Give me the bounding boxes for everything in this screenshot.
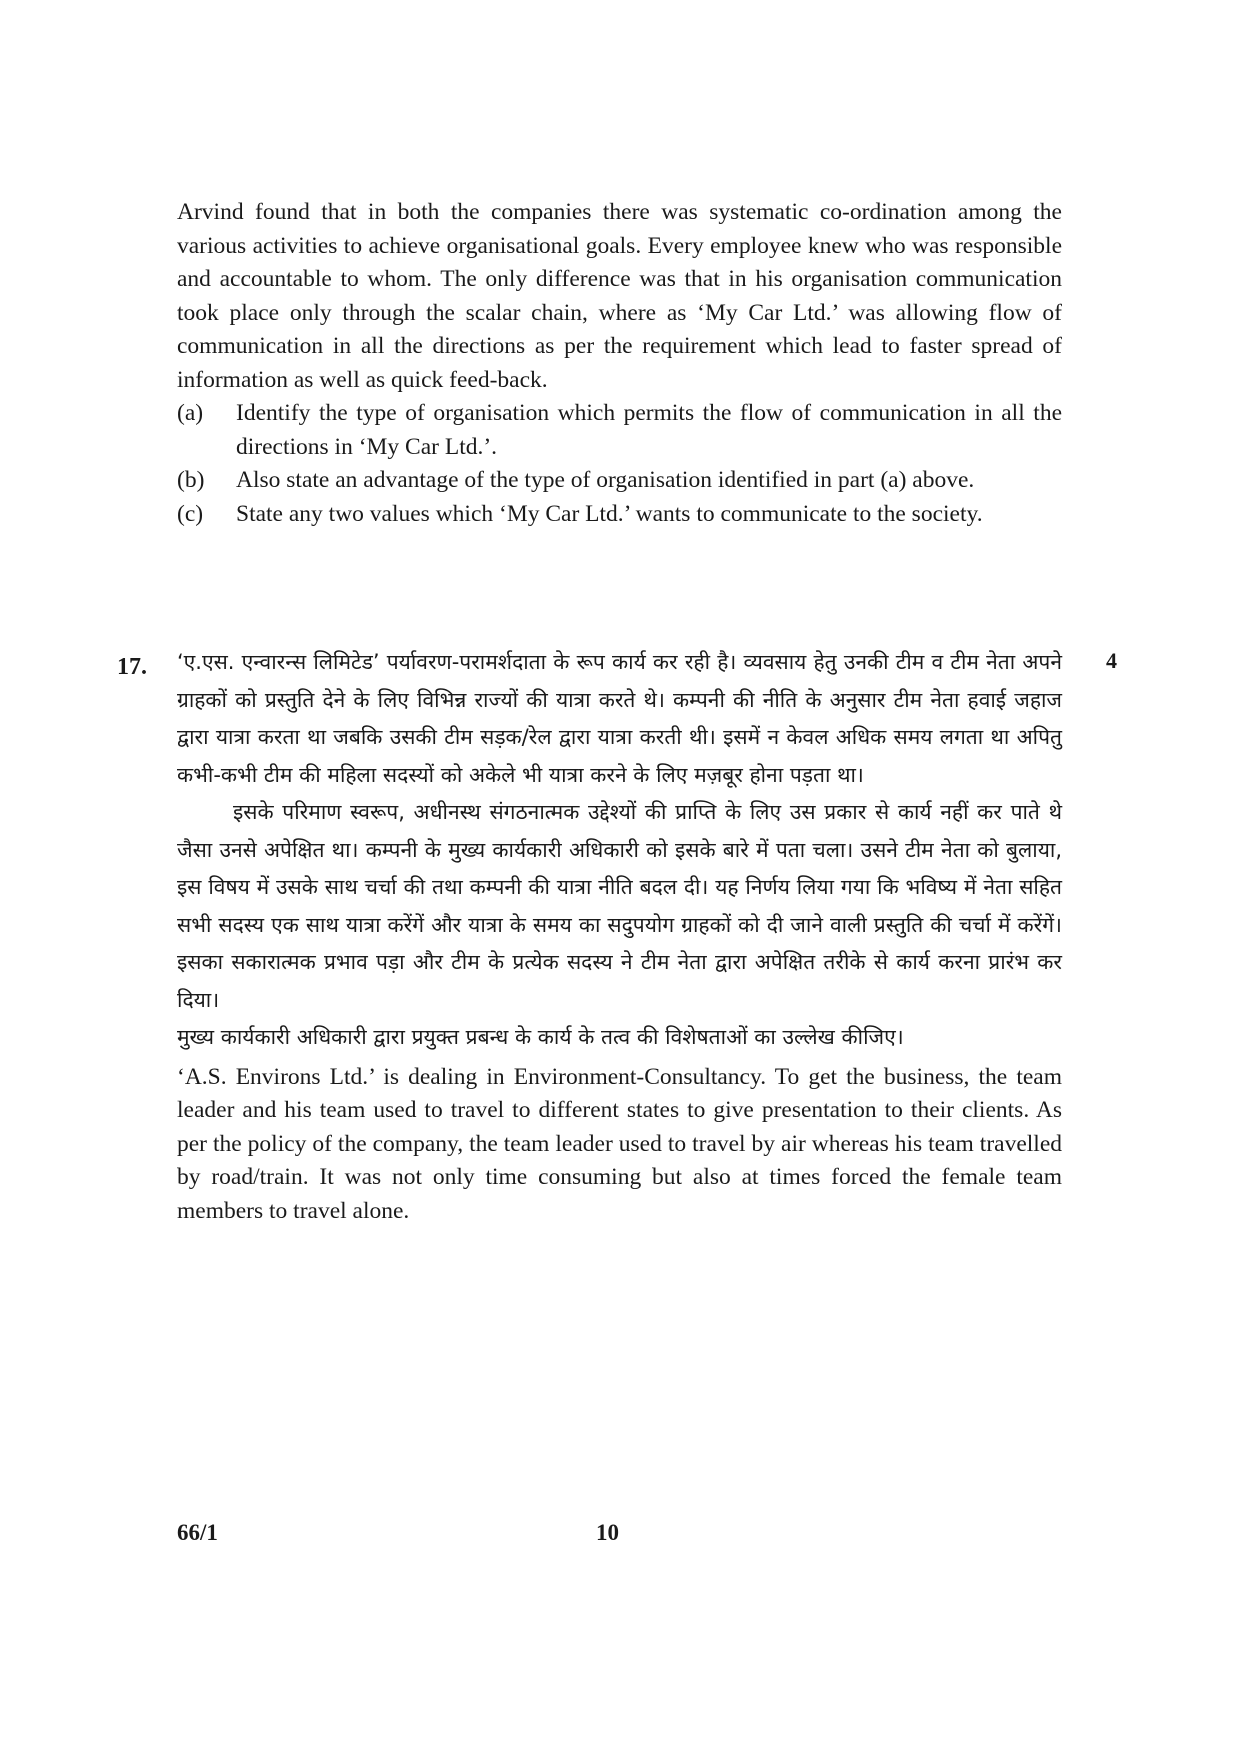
question-part-c [177,498,1062,532]
question-number: 17. [117,654,147,680]
part-text: Also state an advantage of the type of organisation identified in part (a) above. [236,467,975,493]
part-text: State any two values which ‘My Car Ltd.’ wants to communicate to the society. [236,500,983,527]
hindi-paragraph-2: इसके परिमाण स्वरूप, अधीनस्थ संगठनात्मक उद्देश्यों की प्राप्ति के लिए उस प्रकार से कार्य नहीं कर पाते थे जैसा उनसे अपेक्षित था। कम्पनी के मुख्य कार्यकारी अधिकारी को इसके बारे में पता चला। उसने टीम नेता को बुलाया, इस विषय में उसके साथ चर्चा की तथा कम्पनी की यात्रा नीति बदल दी। यह निर्णय लिया गया कि भविष्य में नेता सहित सभी सदस्य एक साथ यात्रा करेंगें और यात्रा के समय का सदुपयोग ग्राहकों को दी जाने वाली प्रस्तुति की चर्चा में करेंगें। इसका सकारात्मक प्रभाव पड़ा और टीम के प्रत्येक सदस्य ने टीम नेता द्वारा अपेक्षित तरीके से कार्य करना प्रारंभ कर दिया। [177,800,1062,1012]
page-number: 10 [596,1520,619,1545]
part-label: (a) [177,400,204,426]
case-passage-block [177,196,1062,531]
case-passage: Arvind found that in both the companies there was systematic co-ordination among the various activities to achieve organisational goals. Every employee knew who was responsible and accountable to whom. The only difference was that in his organisation communication took place only through the scalar chain, where as ‘My Car Ltd.’ was allowing flow of communication in all the directions as per the requirement which lead to faster spread of information as well as quick feed-back. [177,199,1062,393]
english-paragraph: ‘A.S. Environs Ltd.’ is dealing in Environment-Consultancy. To get the business, the team leader and his team used to travel to different states to give presentation to their clients. As per the policy of the company, the team leader used to travel by air whereas his team travelled by road/train. It was not only time consuming but also at times forced the female team members to travel alone. [177,1063,1062,1224]
question-17-block [177,644,1062,1228]
part-label: (c) [177,500,204,527]
question-marks: 4 [1106,648,1117,673]
question-part-b [177,464,1062,498]
part-label: (b) [177,467,205,493]
hindi-question-prompt: मुख्य कार्यकारी अधिकारी द्वारा प्रयुक्त प्रबन्ध के कार्य के तत्व की विशेषताओं का उल्लेख कीजिए। [177,1025,904,1049]
part-text: Identify the type of organisation which permits the flow of communication in all the directions in ‘My Car Ltd.’. [236,400,1062,460]
paper-code: 66/1 [177,1520,218,1545]
hindi-paragraph-1: ‘ए.एस. एन्वारन्स लिमिटेड’ पर्यावरण-परामर्शदाता के रूप कार्य कर रही है। व्यवसाय हेतु उनकी टीम व टीम नेता अपने ग्राहकों को प्रस्तुति देने के लिए विभिन्न राज्यों की यात्रा करते थे। कम्पनी की नीति के अनुसार टीम नेता हवाई जहाज द्वारा यात्रा करता था जबकि उसकी टीम सड़क/रेल द्वारा यात्रा करती थी। इसमें न केवल अधिक समय लगता था अपितु कभी-कभी टीम की महिला सदस्यों को अकेले भी यात्रा करने के लिए मज़बूर होना पड़ता था। [177,650,1062,787]
question-part-a [177,397,1062,464]
